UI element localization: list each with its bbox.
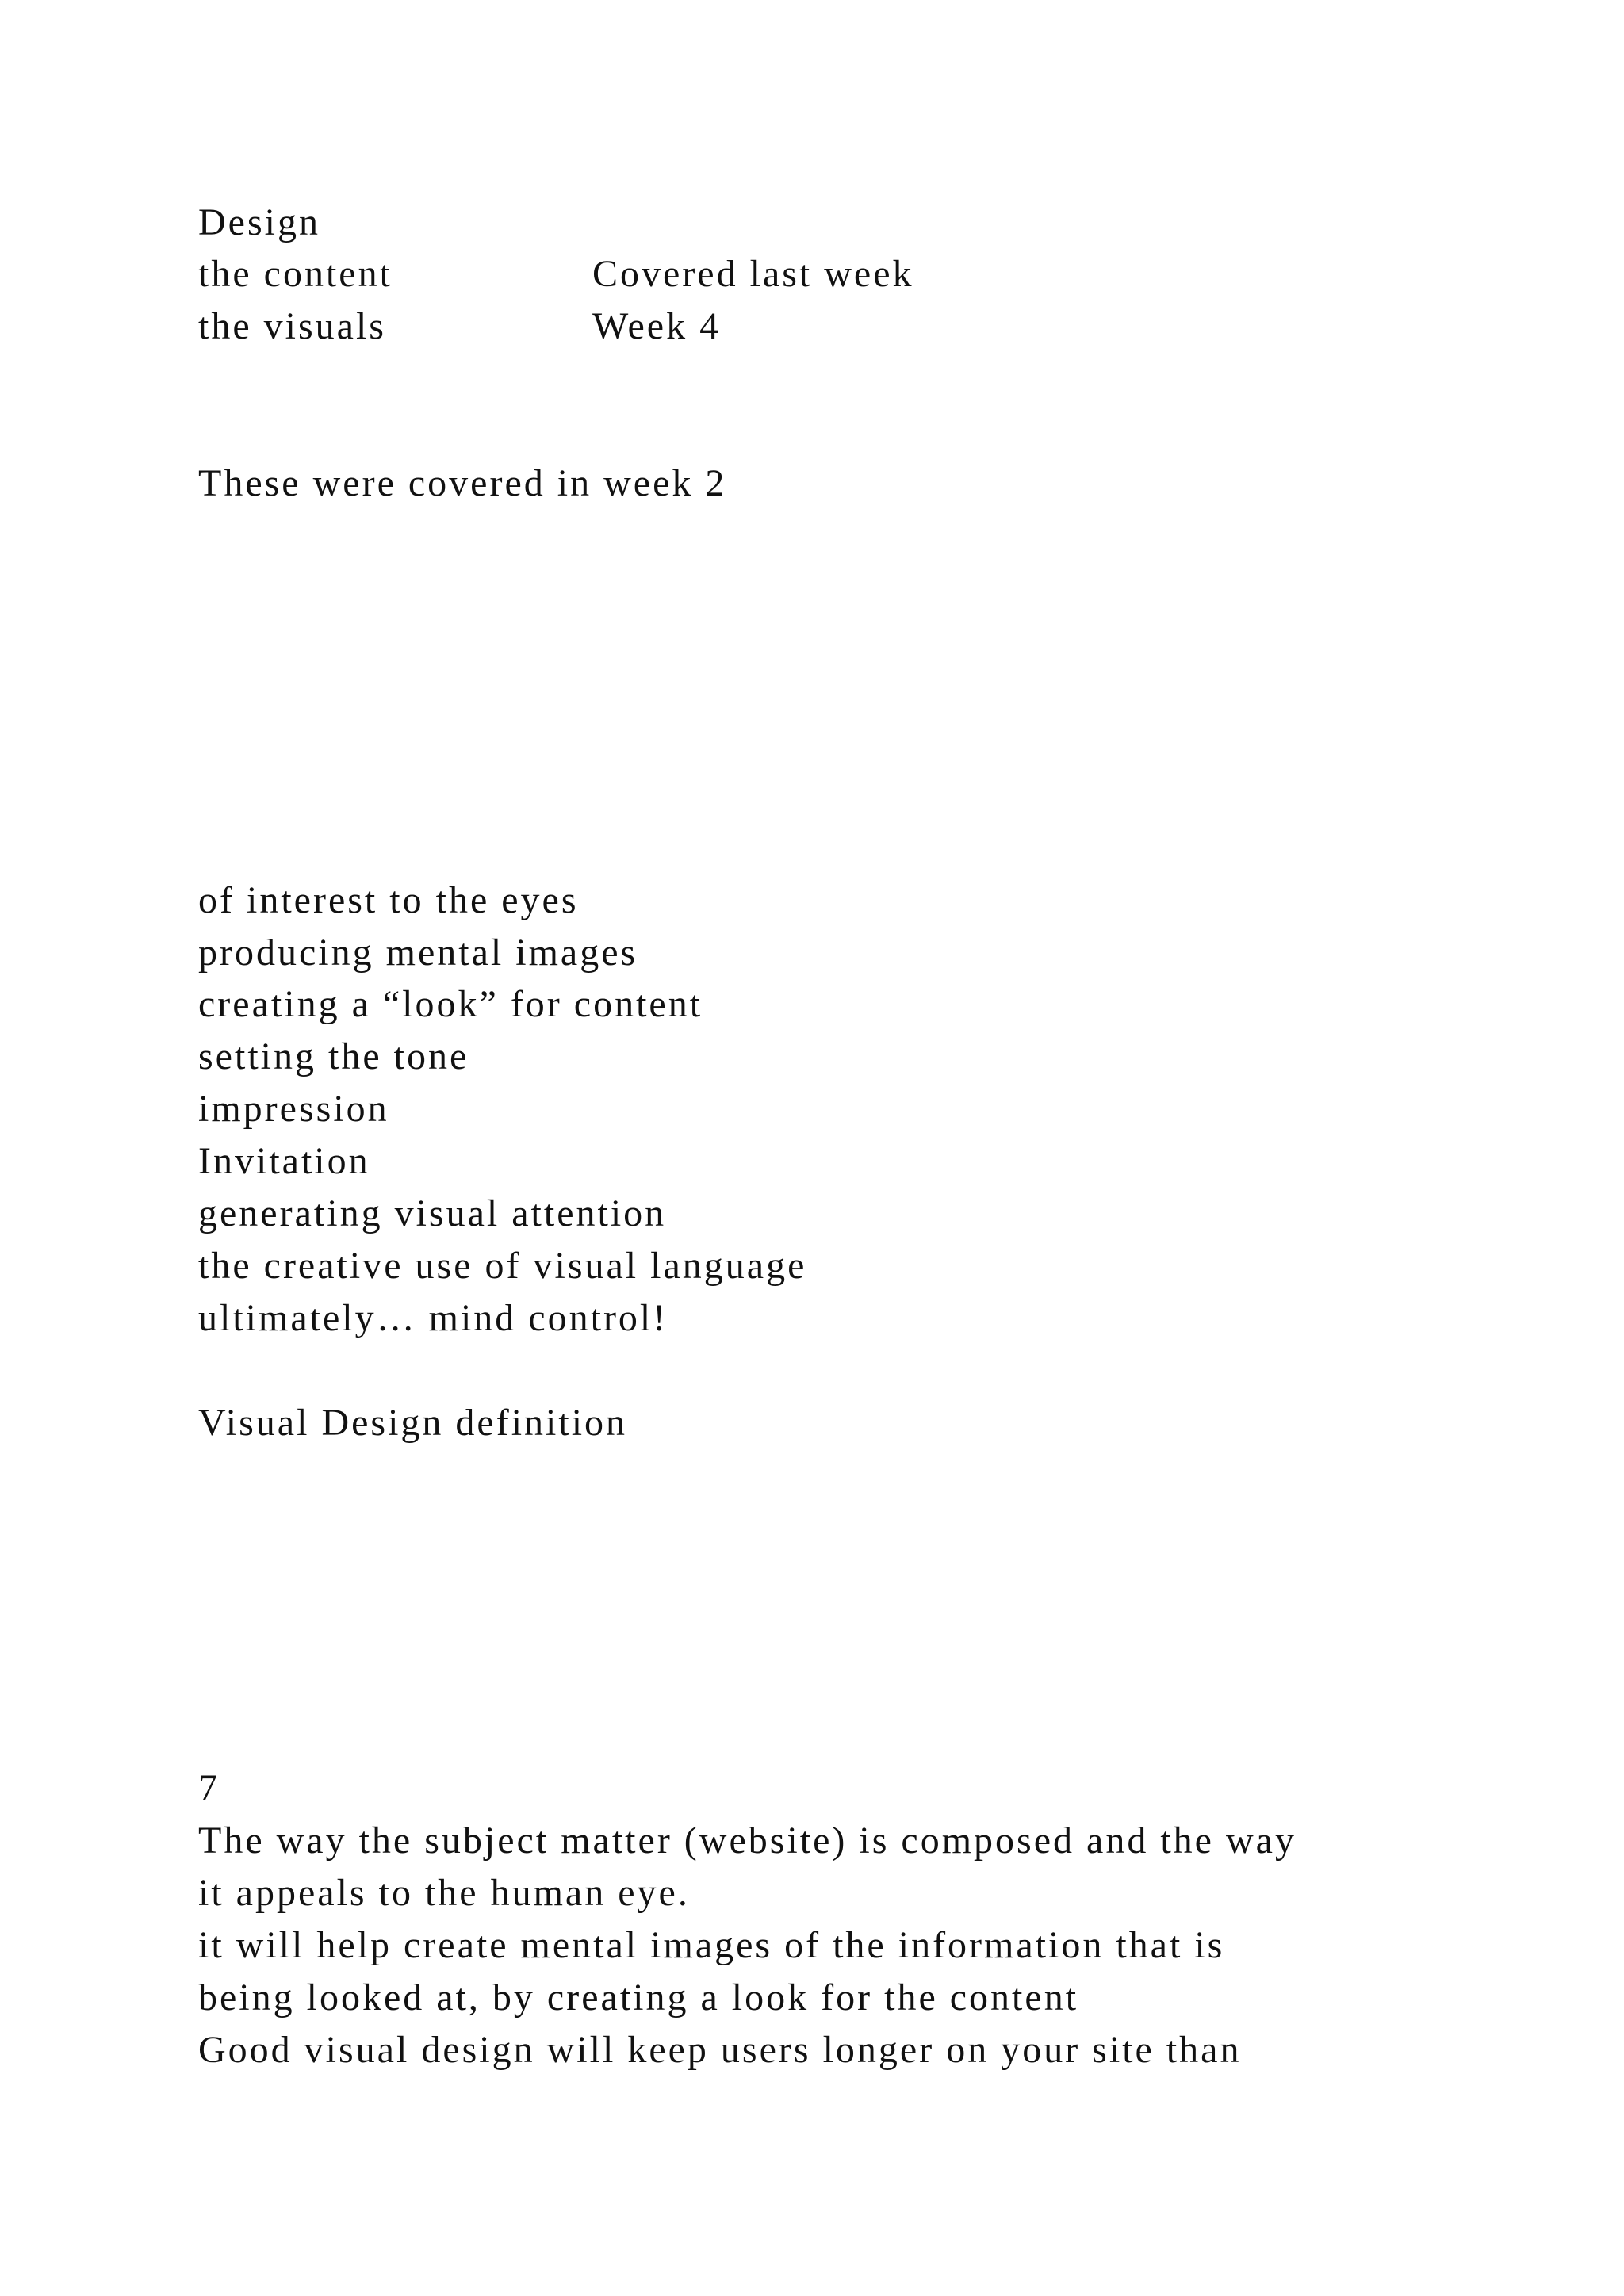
design-heading: Design xyxy=(198,201,320,243)
note-line: Good visual design will keep users longer on your site than xyxy=(198,2029,1242,2071)
row-visuals-when: Week 4 xyxy=(592,305,722,347)
bullet-item: of interest to the eyes xyxy=(198,879,579,921)
bullet-item: impression xyxy=(198,1088,389,1130)
note-line: being looked at, by creating a look for the content xyxy=(198,1976,1079,2019)
row-content-when: Covered last week xyxy=(592,253,914,295)
bullet-item: the creative use of visual language xyxy=(198,1245,807,1287)
bullet-item: producing mental images xyxy=(198,932,638,974)
section-heading: Visual Design definition xyxy=(198,1402,628,1444)
note-line: it appeals to the human eye. xyxy=(198,1872,690,1914)
bullet-item: creating a “look” for content xyxy=(198,983,703,1025)
bullet-item: Invitation xyxy=(198,1140,370,1182)
note-line: it will help create mental images of the information that is xyxy=(198,1924,1225,1966)
week-note: These were covered in week 2 xyxy=(198,462,727,504)
row-content-item: the content xyxy=(198,253,393,295)
bullet-item: ultimately… mind control! xyxy=(198,1297,668,1339)
note-line: The way the subject matter (website) is composed and the way xyxy=(198,1820,1297,1862)
bullet-item: generating visual attention xyxy=(198,1192,667,1234)
row-visuals-item: the visuals xyxy=(198,305,386,347)
page-number: 7 xyxy=(198,1767,220,1809)
bullet-item: setting the tone xyxy=(198,1035,469,1077)
